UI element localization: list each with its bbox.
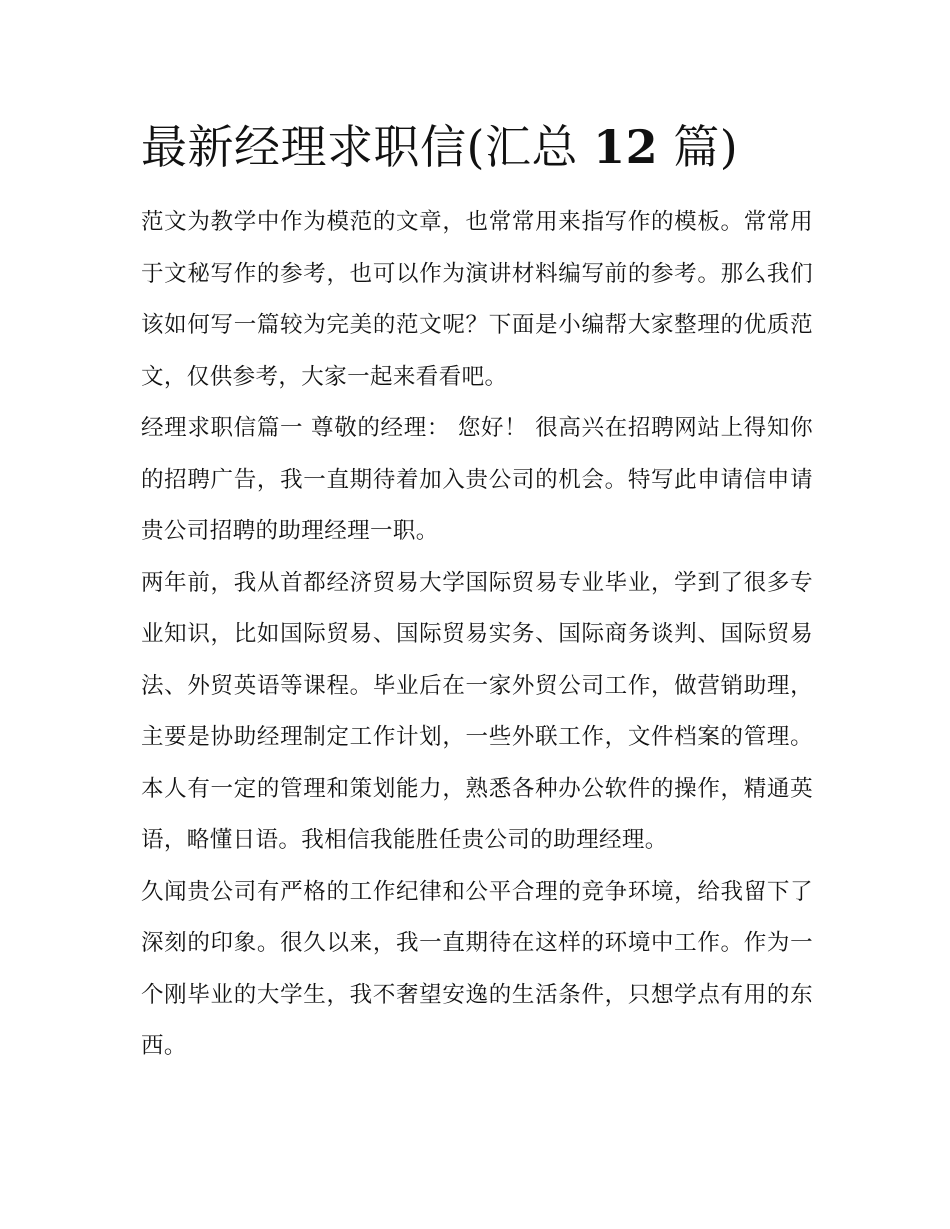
title-number: 12 bbox=[593, 120, 659, 174]
paragraph-background: 两年前，我从首都经济贸易大学国际贸易专业毕业，学到了很多专业知识，比如国际贸易、国际贸易实务、国际商务谈判、国际贸易法、外贸英语等课程。毕业后在一家外贸公司工作，做营销助理，主要是协助经理制定工作计划，一些外联工作，文件档案的管理。本人有一定的管理和策划能力，熟悉各种办公软件的操作，精通英语，略懂日语。我相信我能胜任贵公司的助理经理。 bbox=[141, 569, 813, 853]
title-suffix: 篇) bbox=[658, 120, 739, 174]
paragraph-motivation: 久闻贵公司有严格的工作纪律和公平合理的竞争环境，给我留下了深刻的印象。很久以来，我一直期待在这样的环境中工作。作为一个刚毕业的大学生，我不奢望安逸的生活条件，只想学点有用的东西。 bbox=[141, 878, 813, 1059]
paragraph-intro: 范文为教学中作为模范的文章，也常常用来指写作的模板。常常用于文秘写作的参考，也可以作为演讲材料编写前的参考。那么我们该如何写一篇较为完美的范文呢？下面是小编帮大家整理的优质范文，仅供参考，大家一起来看看吧。 bbox=[141, 209, 813, 390]
paragraph-letter-opening: 经理求职信篇一 尊敬的经理： 您好！ 很高兴在招聘网站上得知你的招聘广告，我一直期待着加入贵公司的机会。特写此申请信申请贵公司招聘的助理经理一职。 bbox=[141, 415, 813, 544]
title-prefix: 最新经理求职信(汇总 bbox=[141, 120, 594, 174]
document-title bbox=[141, 116, 821, 178]
document-body bbox=[141, 197, 813, 1073]
